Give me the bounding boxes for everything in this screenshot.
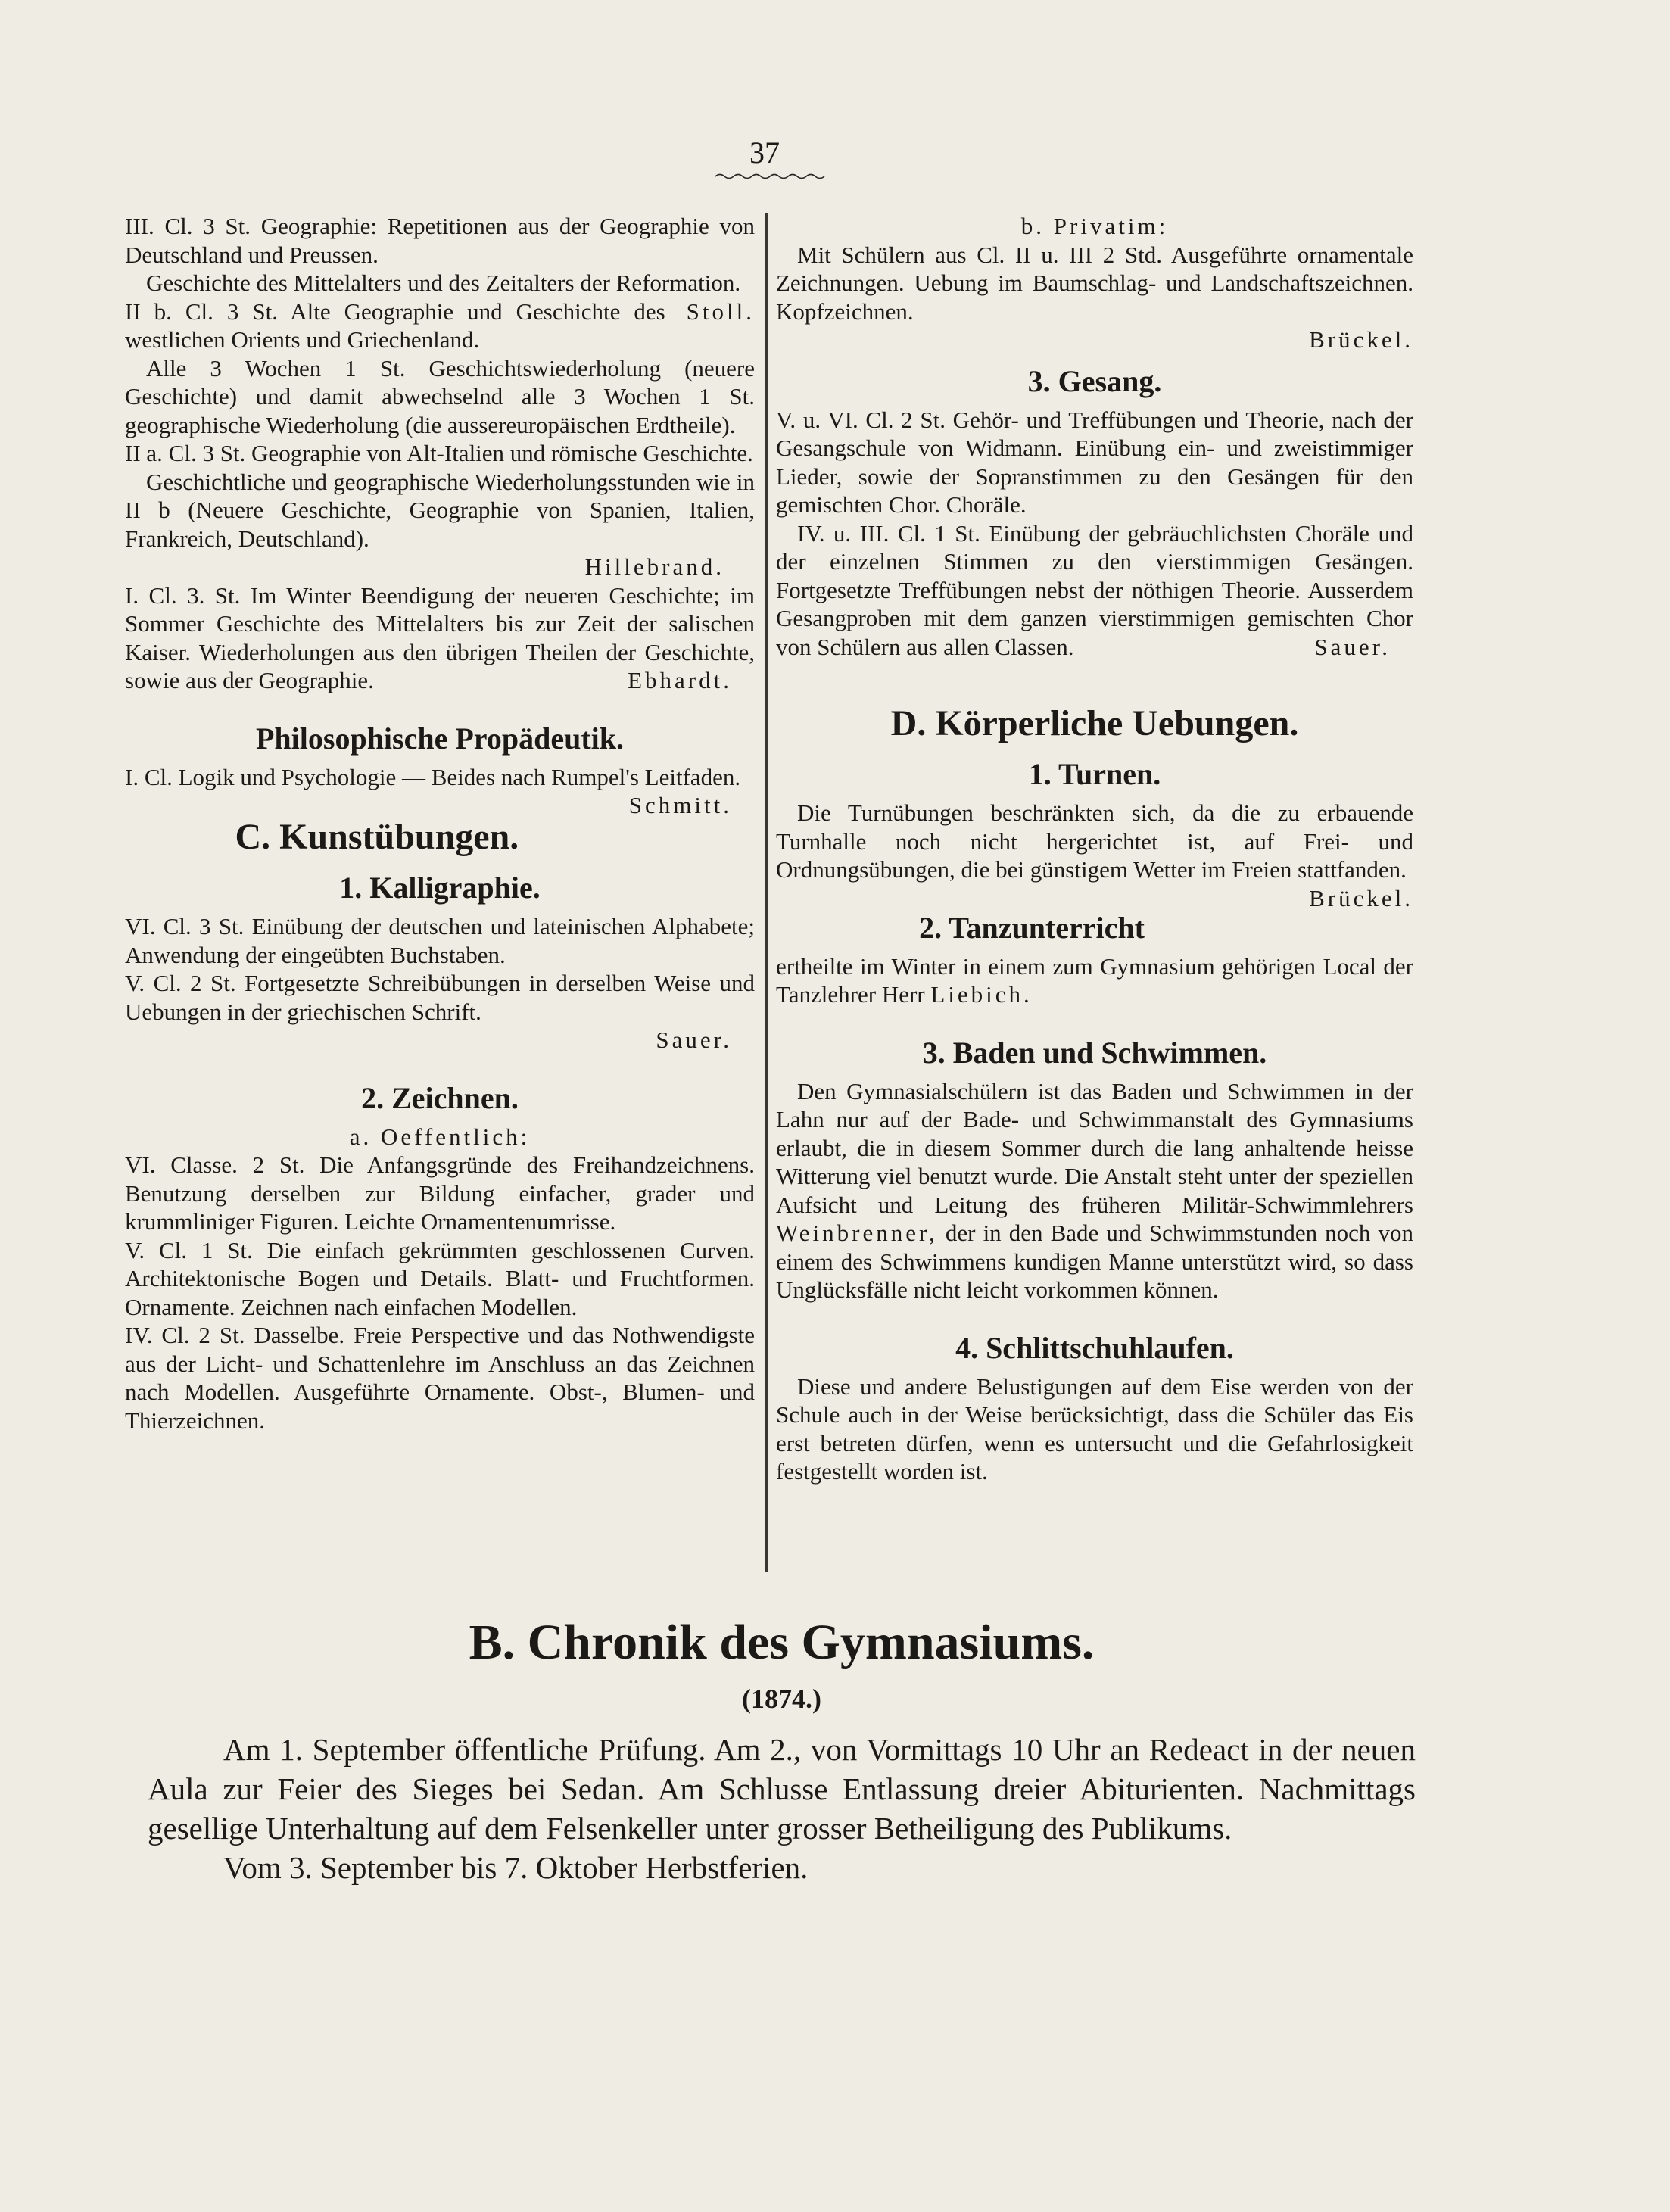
philosophy-heading: Philosophische Propädeutik. [255, 721, 625, 756]
left-column [125, 212, 755, 1435]
signature-hillebrand: Hillebrand. [584, 553, 724, 580]
drawing-public-label: a. Oeffentlich: [349, 1123, 531, 1150]
chronik-section [148, 1612, 1416, 1887]
song-heading: 3. Gesang. [1027, 363, 1162, 398]
gym-text: Die Turnübungen beschränkten sich, da die zu erbauende Turnhalle noch nicht hergerichtet ist, auf Frei- und Ordnungsübungen, die bei günstigem Wetter im Freien stattfanden. Brückel. [776, 799, 1413, 911]
history-repetition: Alle 3 Wochen 1 St. Geschichtswiederholung (neuere Geschichte) und damit abwechselnd alle 3 Wochen 1 St. geographische Wiederholung (die aussereuropäischen Erdtheile). [125, 354, 755, 438]
dance-heading: 2. Tanzunterricht [919, 910, 1145, 945]
signature-stoll: Stoll. [686, 298, 755, 325]
signature-brueckel-1: Brückel. [1309, 326, 1413, 353]
section-d-heading: D. Körperliche Uebungen. [890, 703, 1299, 743]
drawing-class-6: VI. Classe. 2 St. Die Anfangsgründe des Freihandzeichnens. Benutzung derselben zur Bildung einfacher, grader und krummliniger Figuren. Leichte Ornamentenumrisse. [125, 1151, 755, 1235]
gym-heading: 1. Turnen. [1028, 757, 1161, 792]
swim-teacher-name: Weinbrenner, [776, 1220, 938, 1247]
private-drawing-label: b. Privatim: [1020, 213, 1169, 239]
drawing-class-5: V. Cl. 1 St. Die einfach gekrümmten geschlossenen Curven. Architektonische Bogen und Details. Blatt- und Fruchtformen. Ornamente. Zeichnen nach einfachen Modellen. [125, 1236, 755, 1320]
history-middle-ages: Geschichte des Mittelalters und des Zeitalters der Reformation. Stoll. [146, 269, 755, 325]
history-class-1: I. Cl. 3. St. Im Winter Beendigung der neueren Geschichte; im Sommer Geschichte des Mittelalters bis zur Zeit der salischen Kaiser. Wiederholungen aus den übrigen Theilen der Geschichte, sowie aus der Geographie. Ebhardt. [125, 581, 755, 693]
dance-text: ertheilte im Winter in einem zum Gymnasium gehörigen Local der Tanzlehrer Herr Liebich. [776, 952, 1413, 1008]
dance-teacher-name: Liebich. [930, 981, 1033, 1008]
chronik-paragraph-1: Am 1. September öffentliche Prüfung. Am 2., von Vormittags 10 Uhr an Redeact in der neuen Aula zur Feier des Sieges bei Sedan. Am Schlusse Entlassung dreier Abiturienten. Nachmittags gesellige Unterhaltung auf dem Felsenkeller unter grosser Betheiligung des Publikums. [148, 1732, 1416, 1846]
song-class-4-3: IV. u. III. Cl. 1 St. Einübung der gebräuchlichsten Choräle und der einzelnen Stimmen zu den vierstimmigen Gesängen. Fortgesetzte Treffübungen nebst der nöthigen Theorie. Ausserdem Gesangproben mit dem ganzen vierstimmigen gemischten Chor von Schülern aus allen Classen. Sauer. [776, 519, 1413, 660]
song-class-5-6: V. u. VI. Cl. 2 St. Gehör- und Treffübungen und Theorie, nach der Gesangschule von Widmann. Einübung ein- und zweistimmiger Lieder, sowie der Sopranstimmen zu den Gesängen für den gemischten Chor. Choräle. [776, 406, 1413, 518]
drawing-heading: 2. Zeichnen. [361, 1080, 519, 1115]
page-number-ornament [715, 173, 829, 180]
private-drawing-text: Mit Schülern aus Cl. II u. III 2 Std. Ausgeführte ornamentale Zeichnungen. Uebung im Baumschlag- und Landschaftszeichnen. Kopfzeichnen. [776, 241, 1413, 325]
skate-text: Diese und andere Belustigungen auf dem Eise werden von der Schule auch in der Weise berücksichtigt, dass die Schüler das Eis erst betreten dürfen, wenn es untersucht und die Gefahrlosigkeit festgestellt worden ist. [776, 1372, 1413, 1485]
chronik-title: B. Chronik des Gymnasiums. [469, 1615, 1095, 1670]
calligraphy-heading: 1. Kalligraphie. [339, 871, 541, 905]
section-c-heading: C. Kunstübungen. [235, 817, 519, 857]
column-divider [765, 213, 768, 1572]
geography-class-2b: II b. Cl. 3 St. Alte Geographie und Geschichte des westlichen Orients und Griechenland. [125, 298, 665, 353]
skate-heading: 4. Schlittschuhlaufen. [955, 1330, 1234, 1365]
chronik-year: (1874.) [742, 1684, 821, 1715]
calligraphy-class-6: VI. Cl. 3 St. Einübung der deutschen und lateinischen Alphabete; Anwendung der eingeübten Buchstaben. [125, 913, 755, 968]
page-number: 37 [749, 136, 780, 170]
swim-heading: 3. Baden und Schwimmen. [922, 1035, 1267, 1070]
right-column [776, 212, 1413, 1486]
signature-sauer-1: Sauer. [656, 1027, 732, 1054]
swim-text: Den Gymnasialschülern ist das Baden und Schwimmen in der Lahn nur auf der Bade- und Schwimmanstalt des Gymnasiums erlaubt, die in diesem Sommer durch die lang anhaltende heisse Witterung viel benutzt wurde. Die Anstalt steht unter der speziellen Aufsicht und Leitung des früheren Militär-Schwimmlehrers Weinbrenner, der in den Bade und Schwimmstunden noch von einem des Schwimmens kundigen Manne unterstützt wird, so dass Unglücksfälle nicht leicht vorkommen können. [776, 1077, 1413, 1304]
drawing-class-4: IV. Cl. 2 St. Dasselbe. Freie Perspective und das Nothwendigste aus der Licht- und Schattenlehre im Anschluss an das Zeichnen nach Modellen. Ausgeführte Ornamente. Obst-, Blumen- und Thierzeichnen. [125, 1322, 755, 1434]
signature-brueckel-2: Brückel. [1309, 884, 1413, 911]
signature-ebhardt: Ebhardt. [628, 667, 732, 693]
geography-class-3: III. Cl. 3 St. Geographie: Repetitionen aus der Geographie von Deutschland und Preussen. [125, 213, 755, 268]
history-repetition-2: Geschichtliche und geographische Wiederholungsstunden wie in II b (Neuere Geschichte, Geographie von Spanien, Italien, Frankreich, Deutschland). [125, 468, 755, 552]
calligraphy-class-5: V. Cl. 2 St. Fortgesetzte Schreibübungen in derselben Weise und Uebungen in der griechischen Schrift. [125, 970, 755, 1025]
chronik-paragraph-2: Vom 3. September bis 7. Oktober Herbstferien. [223, 1850, 809, 1886]
signature-sauer-2: Sauer. [1314, 633, 1391, 660]
signature-schmitt: Schmitt. [628, 792, 732, 818]
philosophy-text: I. Cl. Logik und Psychologie — Beides nach Rumpel's Leitfaden. Schmitt. [125, 763, 741, 818]
geography-class-2a: II a. Cl. 3 St. Geographie von Alt-Italien und römische Geschichte. [125, 440, 753, 466]
